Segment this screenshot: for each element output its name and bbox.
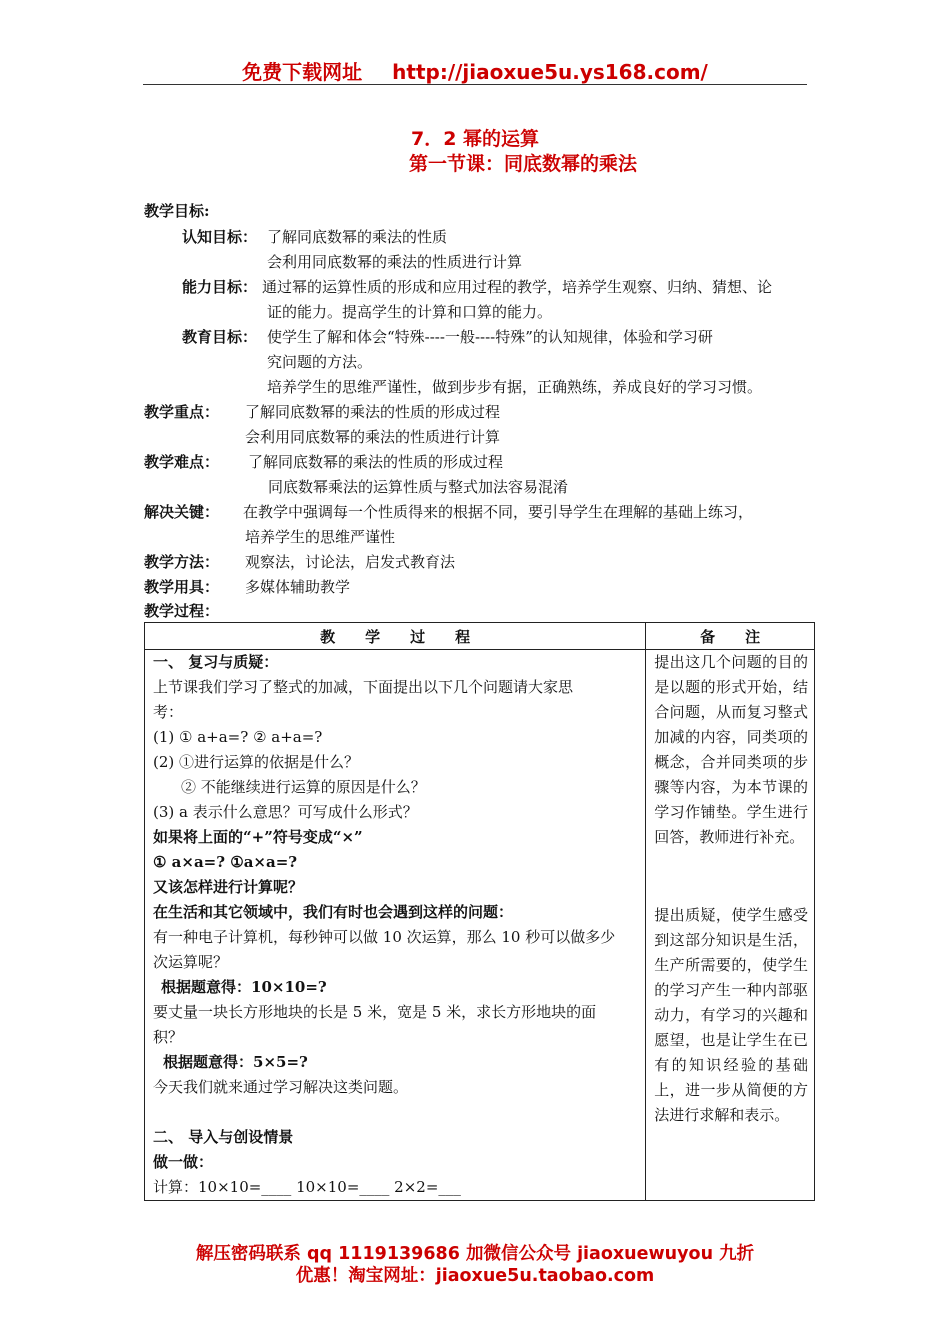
section-title: 7．2 幂的运算	[410, 128, 540, 150]
table-line: (2) ①进行运算的依据是什么？	[153, 753, 360, 771]
key-points-line-1: 了解同底数幂的乘法的性质的形成过程	[245, 403, 501, 421]
footer-line-2: 优惠！淘宝网址：jiaoxue5u.taobao.com	[295, 1266, 655, 1286]
difficulties-line-2: 同底数幂乘法的运算性质与整式加法容易混淆	[268, 478, 569, 496]
table-header-row	[145, 623, 815, 650]
tools-label: 教学用具：	[144, 578, 220, 596]
education-label: 教育目标：	[182, 328, 258, 346]
header-url-link[interactable]: http://jiaoxue5u.ys168.com/	[392, 60, 708, 84]
footer-line-1: 解压密码联系 qq 1119139686 加微信公众号 jiaoxuewuyou 九折	[195, 1244, 755, 1264]
note-paragraph-2: 提出质疑，使学生感受到这部分知识是生活，生产所需要的，使学生的学习产生一种内部驱动力，有学习的兴趣和愿望，也是让学生在已有的知识经验的基础上，进一步从简便的方法进行求解和表示。	[654, 906, 808, 1124]
method-label: 教学方法：	[144, 553, 220, 571]
key-points-label: 教学重点：	[144, 403, 220, 421]
table-line: 考：	[153, 703, 184, 721]
table-line: 根据题意得：10×10=?	[161, 978, 327, 996]
download-header	[0, 56, 950, 85]
table-line: (3) a 表示什么意思？可写成什么形式？	[153, 803, 418, 821]
table-line: ① a×a=? ①a×a=?	[153, 853, 298, 871]
table-line: 要丈量一块长方形地块的长是 5 米，宽是 5 米，求长方形地块的面	[153, 1003, 597, 1021]
method-value: 观察法，讨论法，启发式教育法	[245, 553, 456, 571]
table-line: 在生活和其它领域中，我们有时也会遇到这样的问题：	[153, 903, 514, 921]
table-line: 有一种电子计算机，每秒钟可以做 10 次运算，那么 10 秒可以做多少	[153, 928, 616, 946]
table-line: 做一做：	[153, 1153, 214, 1171]
objectives-heading: 教学目标:	[144, 202, 210, 220]
table-line: 次运算呢？	[153, 953, 229, 971]
table-line: 如果将上面的“+”符号变成“×”	[153, 828, 363, 846]
table-line: 上节课我们学习了整式的加减，下面提出以下几个问题请大家思	[153, 678, 574, 696]
cognitive-label: 认知目标：	[182, 228, 258, 246]
key-points-line-2: 会利用同底数幂的乘法的性质进行计算	[245, 428, 501, 446]
process-table	[144, 622, 815, 1201]
table-line: 一、 复习与质疑：	[153, 653, 279, 671]
note-paragraph-1: 提出这几个问题的目的是以题的形式开始，结合问题，从而复习整式加减的内容，同类项的概念，合并同类项的步骤等内容，为本节课的学习作铺垫。学生进行回答，教师进行补充。	[654, 653, 808, 846]
education-line-3: 培养学生的思维严谨性，做到步步有据，正确熟练，养成良好的学习习惯。	[267, 378, 763, 396]
table-line: 今天我们就来通过学习解决这类问题。	[153, 1078, 409, 1096]
education-line-1: 使学生了解和体会“特殊----一般----特殊”的认知规律，体验和学习研	[267, 328, 713, 346]
ability-line-2: 证的能力。提高学生的计算和口算的能力。	[267, 303, 553, 321]
process-heading: 教学过程：	[144, 602, 220, 620]
table-line: (1) ① a+a=? ② a+a=?	[153, 728, 323, 746]
process-content-cell	[145, 650, 646, 1201]
table-line: 根据题意得：5×5=?	[163, 1053, 308, 1071]
table-line: 积？	[153, 1028, 184, 1046]
lesson-title: 第一节课：同底数幂的乘法	[408, 153, 637, 175]
table-body-row	[145, 650, 815, 1201]
table-line: 又该怎样进行计算呢？	[153, 878, 304, 896]
header-label: 免费下载网址	[242, 60, 363, 84]
education-line-2: 究问题的方法。	[267, 353, 373, 371]
table-line: ② 不能继续进行运算的原因是什么？	[181, 778, 426, 796]
solution-line-2: 培养学生的思维严谨性	[245, 528, 396, 546]
solution-label: 解决关键：	[144, 503, 220, 521]
difficulties-label: 教学难点：	[144, 453, 220, 471]
table-line: 计算：10×10=____ 10×10=____ 2×2=___	[153, 1178, 461, 1196]
ability-label: 能力目标：	[182, 278, 258, 296]
main-column-header: 教 学 过 程	[145, 623, 646, 650]
solution-line-1: 在教学中强调每一个性质得来的根据不同，要引导学生在理解的基础上练习，	[243, 503, 754, 521]
header-divider	[143, 84, 807, 85]
note-column-header: 备 注	[646, 623, 815, 650]
tools-value: 多媒体辅助教学	[245, 578, 351, 596]
table-blank-line	[145, 1100, 645, 1125]
table-line: 二、 导入与创设情景	[153, 1128, 294, 1146]
cognitive-line-2: 会利用同底数幂的乘法的性质进行计算	[267, 253, 523, 271]
notes-cell	[646, 650, 815, 1201]
cognitive-line-1: 了解同底数幂的乘法的性质	[267, 228, 448, 246]
ability-line-1: 通过幂的运算性质的形成和应用过程的教学，培养学生观察、归纳、猜想、论	[262, 278, 773, 296]
difficulties-line-1: 了解同底数幂的乘法的性质的形成过程	[248, 453, 504, 471]
